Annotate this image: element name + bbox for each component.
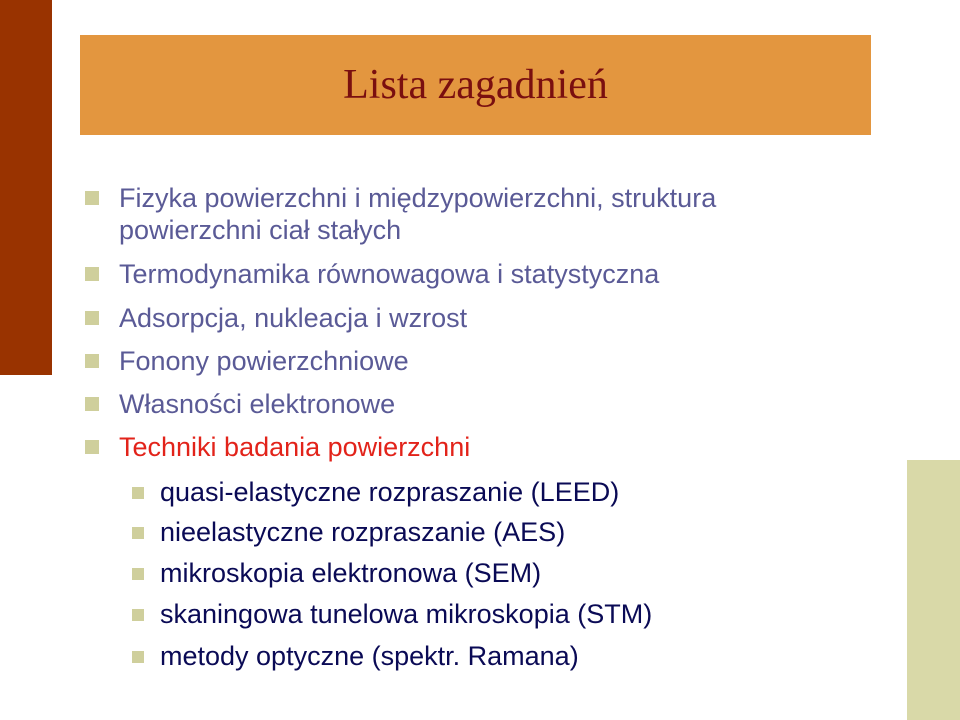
sub-list-item [132,516,565,548]
list-item [85,182,716,246]
list-item-text-continued: powierzchni ciał stałych [119,215,402,245]
sub-list-item-text: skaningowa tunelowa mikroskopia (STM) [160,599,653,629]
square-bullet-icon [85,354,99,368]
square-bullet-icon [85,397,99,411]
square-bullet-icon [132,487,144,499]
list-item [85,302,467,334]
square-bullet-icon [132,651,144,663]
square-bullet-icon [85,311,99,325]
sub-list-item [132,640,579,672]
sub-list-item [132,557,541,589]
list-item-text: Własności elektronowe [119,389,396,419]
list-item [85,345,409,377]
slide-title: Lista zagadnień [343,62,608,108]
square-bullet-icon [85,440,99,454]
list-item [85,258,659,290]
square-bullet-icon [132,568,144,580]
list-item-text: Fonony powierzchniowe [119,346,409,376]
list-item [85,431,470,463]
list-item-text: Adsorpcja, nukleacja i wzrost [119,303,468,333]
sub-list-item [132,598,652,630]
list-item [85,388,395,420]
sub-list-item-text: mikroskopia elektronowa (SEM) [160,558,542,588]
list-item-text: Termodynamika równowagowa i statystyczna [119,259,660,289]
square-bullet-icon [85,191,99,205]
square-bullet-icon [85,267,99,281]
sub-list-item-text: nieelastyczne rozpraszanie (AES) [160,517,566,547]
list-item-text: Fizyka powierzchni i międzypowierzchni, struktura [119,183,717,213]
sub-list-item-text: quasi-elastyczne rozpraszanie (LEED) [160,477,620,507]
square-bullet-icon [132,609,144,621]
sub-list-item-text: metody optyczne (spektr. Ramana) [160,641,579,671]
list-item-text-highlighted: Techniki badania powierzchni [119,432,471,462]
sub-list-item [132,476,619,508]
square-bullet-icon [132,527,144,539]
